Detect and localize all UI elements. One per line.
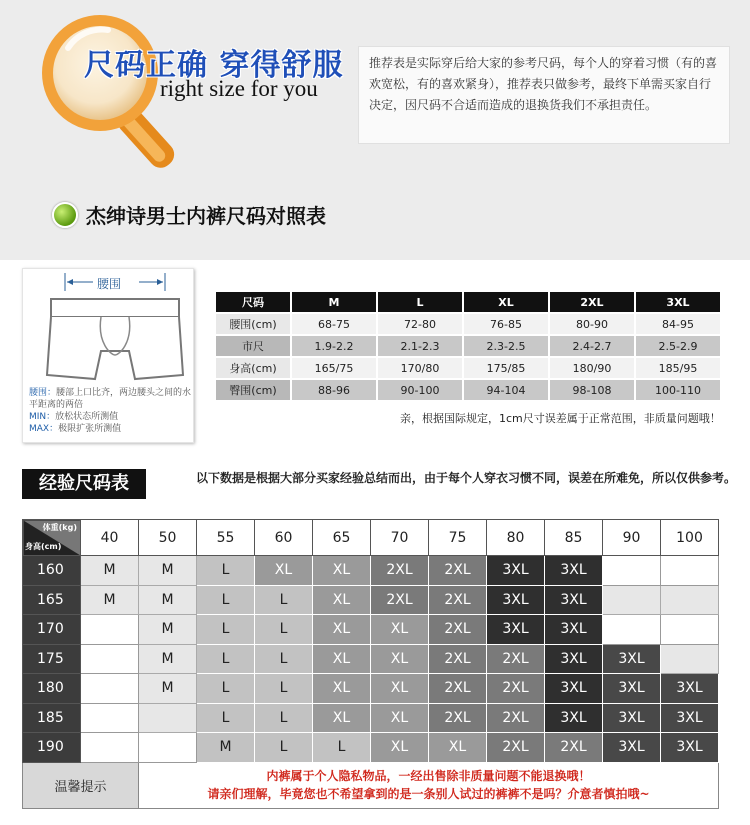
weight-header-cell: 40 (81, 520, 139, 556)
table-row (23, 585, 719, 615)
green-dot-icon (52, 202, 78, 228)
size-cell: XL (313, 615, 371, 645)
table-cell: 180/90 (550, 358, 634, 378)
header-cell: 尺码 (216, 292, 290, 312)
table-row (216, 314, 720, 334)
size-cell: 2XL (429, 674, 487, 704)
size-cell: 3XL (603, 733, 661, 763)
notice-text: 推荐表是实际穿后给大家的参考尺码，每个人的穿着习惯（有的喜欢宽松，有的喜欢紧身），推荐表只做参考，最终下单需买家自行决定，因尺码不合适而造成的退换货我们不承担责任。 (358, 46, 730, 144)
size-cell: L (255, 644, 313, 674)
size-cell: 2XL (429, 644, 487, 674)
table-cell: 1.9-2.2 (292, 336, 376, 356)
height-cell: 160 (23, 556, 81, 586)
size-cell: M (81, 556, 139, 586)
size-cell (603, 585, 661, 615)
table-cell: 94-104 (464, 380, 548, 400)
weight-header-cell: 100 (661, 520, 719, 556)
table-cell: 80-90 (550, 314, 634, 334)
size-cell: L (197, 585, 255, 615)
size-cell: M (197, 733, 255, 763)
tip-label: 温馨提示 (23, 762, 139, 808)
table-corner (23, 520, 81, 556)
size-cell (603, 556, 661, 586)
weight-header-cell: 90 (603, 520, 661, 556)
size-cell: 3XL (661, 733, 719, 763)
size-cell: L (197, 556, 255, 586)
size-cell: XL (255, 556, 313, 586)
size-cell (603, 615, 661, 645)
table-cell: 84-95 (636, 314, 720, 334)
size-cell (81, 703, 139, 733)
size-cell: XL (313, 585, 371, 615)
size-cell (661, 644, 719, 674)
size-cell: 3XL (487, 556, 545, 586)
table-cell: 2.1-2.3 (378, 336, 462, 356)
table-cell: 2.3-2.5 (464, 336, 548, 356)
size-cell (139, 733, 197, 763)
height-cell: 185 (23, 703, 81, 733)
size-cell (661, 556, 719, 586)
row-label: 腰围(cm) (216, 314, 290, 334)
size-cell: M (139, 644, 197, 674)
size-cell: 3XL (545, 703, 603, 733)
weight-header-cell: 65 (313, 520, 371, 556)
row-label: 臀围(cm) (216, 380, 290, 400)
size-cell: 2XL (429, 615, 487, 645)
size-cell: 2XL (487, 674, 545, 704)
table-cell: 2.4-2.7 (550, 336, 634, 356)
slogan-chinese: 尺码正确 穿得舒服 (84, 48, 344, 83)
size-cell: XL (371, 644, 429, 674)
height-cell: 170 (23, 615, 81, 645)
header-cell: L (378, 292, 462, 312)
size-cell: 2XL (487, 733, 545, 763)
row-label: 市尺 (216, 336, 290, 356)
size-cell (81, 733, 139, 763)
size-cell: M (139, 674, 197, 704)
underwear-diagram (22, 268, 194, 443)
size-cell (81, 615, 139, 645)
table-row (216, 336, 720, 356)
size-cell (81, 674, 139, 704)
size-cell: XL (371, 703, 429, 733)
header-cell: M (292, 292, 376, 312)
size-cell: L (255, 615, 313, 645)
size-table-header (216, 292, 720, 312)
size-cell: 3XL (487, 615, 545, 645)
table-cell: 98-108 (550, 380, 634, 400)
tip-row (23, 762, 719, 808)
size-cell: 3XL (603, 674, 661, 704)
size-cell: XL (313, 703, 371, 733)
size-cell: L (255, 733, 313, 763)
size-cell: XL (429, 733, 487, 763)
header-cell: 3XL (636, 292, 720, 312)
table-cell: 165/75 (292, 358, 376, 378)
table-row (23, 556, 719, 586)
tip-line: 内裤属于个人隐私物品，一经出售除非质量问题不能退换哦！ (266, 769, 591, 783)
table-row (23, 674, 719, 704)
size-cell: M (139, 615, 197, 645)
height-cell: 190 (23, 733, 81, 763)
section-title (52, 200, 326, 229)
waist-label: 腰围 (97, 277, 122, 291)
size-cell: 3XL (545, 644, 603, 674)
table-cell: 72-80 (378, 314, 462, 334)
weight-header-cell: 55 (197, 520, 255, 556)
table-cell: 2.5-2.9 (636, 336, 720, 356)
weight-header-row (23, 520, 719, 556)
table-cell: 175/85 (464, 358, 548, 378)
size-cell: L (197, 644, 255, 674)
experience-label: 经验尺码表 (22, 469, 146, 499)
size-cell: L (197, 615, 255, 645)
size-cell: M (81, 585, 139, 615)
size-cell: 2XL (429, 556, 487, 586)
table-cell: 185/95 (636, 358, 720, 378)
size-cell: L (197, 674, 255, 704)
height-cell: 165 (23, 585, 81, 615)
corner-weight-label: 体重(kg) (42, 523, 77, 532)
size-cell: XL (313, 674, 371, 704)
size-cell (661, 585, 719, 615)
note-line: 腰围：腰部上口比齐，两边腰头之间的水平距离的两倍 (29, 388, 192, 410)
table-cell: 88-96 (292, 380, 376, 400)
table-row (23, 703, 719, 733)
diagram-notes (29, 387, 193, 435)
height-cell: 175 (23, 644, 81, 674)
table-row (216, 358, 720, 378)
size-cell: 3XL (545, 585, 603, 615)
size-cell: 2XL (487, 703, 545, 733)
size-cell: M (139, 585, 197, 615)
size-cell: 3XL (661, 703, 719, 733)
size-cell (661, 615, 719, 645)
size-cell: L (197, 703, 255, 733)
weight-header-cell: 70 (371, 520, 429, 556)
table-row (23, 644, 719, 674)
experience-description: 以下数据是根据大部分买家经验总结而出，由于每个人穿衣习惯不同，误差在所难免，所以仅供参考。 (196, 471, 737, 485)
size-cell: 2XL (487, 644, 545, 674)
table-row (216, 380, 720, 400)
size-cell: 3XL (603, 644, 661, 674)
size-cell: 3XL (545, 674, 603, 704)
size-cell: L (313, 733, 371, 763)
header-cell: XL (464, 292, 548, 312)
size-cell (81, 644, 139, 674)
weight-header-cell: 75 (429, 520, 487, 556)
table-row (23, 615, 719, 645)
table-row (23, 733, 719, 763)
note-line: MAX：极限扩张所测值 (29, 424, 122, 434)
size-cell: L (255, 674, 313, 704)
size-table (214, 290, 722, 402)
size-cell: 2XL (371, 585, 429, 615)
table-cell: 68-75 (292, 314, 376, 334)
tip-line: 请亲们理解，毕竟您也不希望拿到的是一条别人试过的裤裤不是吗？介意者慎拍哦~ (207, 787, 650, 801)
size-cell: 3XL (487, 585, 545, 615)
table-cell: 76-85 (464, 314, 548, 334)
size-tolerance-note: 亲，根据国际规定，1cm尺寸误差属于正常范围，非质量问题哦！ (400, 412, 721, 425)
height-cell: 180 (23, 674, 81, 704)
row-label: 身高(cm) (216, 358, 290, 378)
briefs-outline-icon (23, 293, 195, 388)
corner-height-label: 身高(cm) (25, 542, 62, 551)
weight-header-cell: 50 (139, 520, 197, 556)
size-cell (139, 703, 197, 733)
table-cell: 170/80 (378, 358, 462, 378)
section-title-text: 杰绅诗男士内裤尺码对照表 (86, 204, 326, 228)
table-cell: 90-100 (378, 380, 462, 400)
size-cell: M (139, 556, 197, 586)
tip-text (139, 762, 719, 808)
size-cell: 3XL (545, 615, 603, 645)
size-cell: 2XL (429, 703, 487, 733)
size-cell: L (255, 703, 313, 733)
note-line: MIN：放松状态所测值 (29, 412, 119, 422)
size-cell: XL (371, 615, 429, 645)
slogan-english: right size for you (160, 76, 318, 101)
size-cell: 2XL (429, 585, 487, 615)
size-cell: 3XL (661, 674, 719, 704)
size-cell: XL (371, 674, 429, 704)
weight-header-cell: 85 (545, 520, 603, 556)
size-cell: 2XL (545, 733, 603, 763)
size-cell: 3XL (603, 703, 661, 733)
size-cell: XL (371, 733, 429, 763)
weight-header-cell: 80 (487, 520, 545, 556)
size-cell: XL (313, 556, 371, 586)
size-cell: L (255, 585, 313, 615)
size-cell: XL (313, 644, 371, 674)
size-cell: 3XL (545, 556, 603, 586)
size-cell: 2XL (371, 556, 429, 586)
table-cell: 100-110 (636, 380, 720, 400)
header-cell: 2XL (550, 292, 634, 312)
experience-size-table (22, 519, 719, 809)
weight-header-cell: 60 (255, 520, 313, 556)
